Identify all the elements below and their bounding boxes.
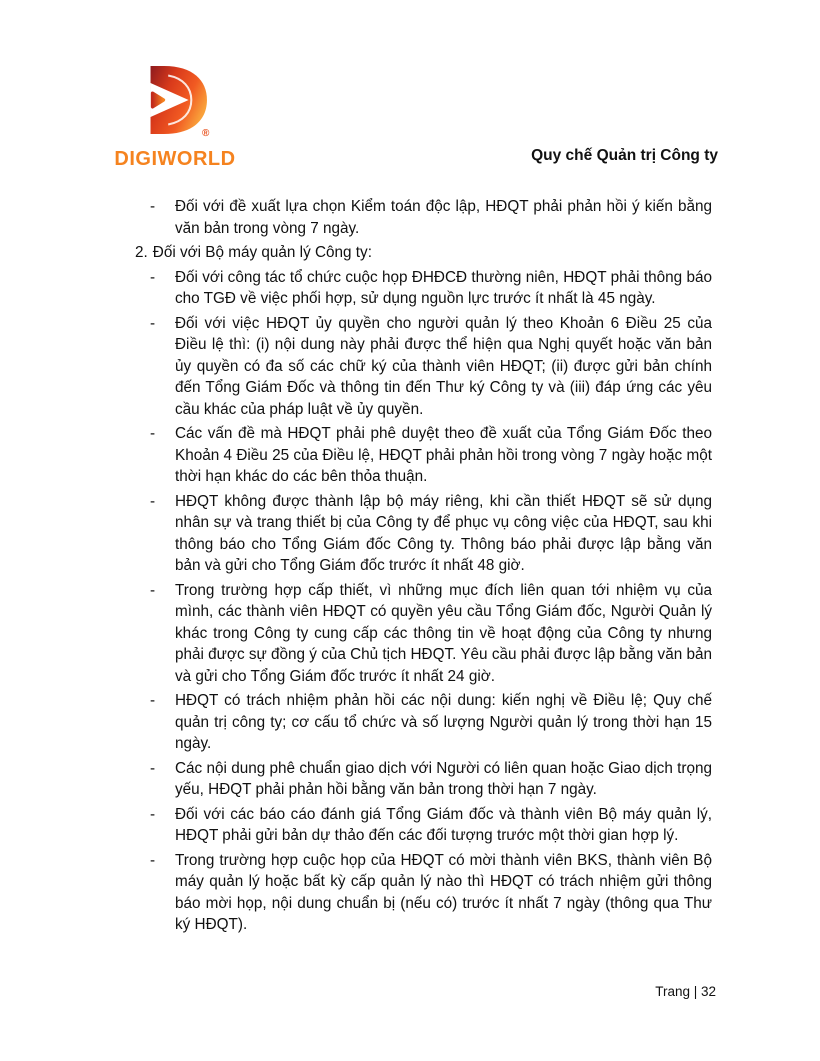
item-text: Trong trường hợp cuộc họp của HĐQT có mời thành viên BKS, thành viên Bộ máy quản lý hoặc bất kỳ cấp quản lý nào thì HĐQT có trách nhiệm gửi thông báo mời họp, nội dung chuẩn bị (nếu có) trước ít nhất 7 ngày (thông qua Thư ký HĐQT).	[175, 851, 712, 933]
brand-block	[104, 62, 246, 171]
item-text: Các nội dung phê chuẩn giao dịch với Người có liên quan hoặc Giao dịch trọng yếu, HĐQT phải phản hồi bằng văn bản trong thời hạn 7 ngày.	[175, 759, 712, 798]
body-list	[135, 196, 712, 939]
dash-list-item	[135, 690, 712, 755]
dash-list-item	[135, 580, 712, 688]
dash-list-item	[135, 196, 712, 239]
dash-bullet: -	[150, 198, 156, 215]
item-text: HĐQT không được thành lập bộ máy riêng, khi cần thiết HĐQT sẽ sử dụng nhân sự và trang thiết bị của Công ty để phục vụ công việc của HĐQT, sau khi thông báo cho Tổng Giám đốc Công ty. Thông báo phải được lập bằng văn bản và gửi cho Tổng Giám đốc trước ít nhất 48 giờ.	[175, 492, 712, 574]
dash-list-item	[135, 804, 712, 847]
dash-bullet: -	[150, 314, 156, 332]
dash-bullet: -	[150, 581, 156, 599]
dash-list-item	[135, 267, 712, 310]
numbered-item	[135, 242, 712, 264]
item-text: Các vấn đề mà HĐQT phải phê duyệt theo đề xuất của Tổng Giám Đốc theo Khoản 4 Điều 25 của Điều lệ, HĐQT phải phản hồi trong vòng 7 ngày hoặc một thời hạn khác do các bên thỏa thuận.	[175, 425, 712, 485]
dash-bullet: -	[150, 492, 156, 510]
dash-list-item	[135, 491, 712, 577]
dash-list-item	[135, 313, 712, 421]
item-text: HĐQT có trách nhiệm phản hồi các nội dung: kiến nghị về Điều lệ; Quy chế quản trị công ty; cơ cấu tổ chức và số lượng Người quản lý trong thời hạn 15 ngày.	[175, 692, 712, 752]
dash-list-item	[135, 423, 712, 488]
dash-bullet: -	[150, 805, 156, 823]
dash-bullet: -	[150, 692, 156, 709]
dash-bullet: -	[150, 851, 156, 869]
dash-bullet: -	[150, 425, 156, 442]
dash-bullet: -	[150, 268, 156, 286]
item-text: Đối với việc HĐQT ủy quyền cho người quản lý theo Khoản 6 Điều 25 của Điều lệ thì: (i) nội dung này phải được thể hiện qua Nghị quyết hoặc văn bản ủy quyền có đa số các chữ ký của thành viên HĐQT; (ii) được gửi bản chính đến Tổng Giám Đốc và thông tin đến Thư ký Công ty và (iii) đáp ứng các yêu cầu khác của pháp luật về ủy quyền.	[175, 314, 712, 418]
dash-bullet: -	[150, 759, 156, 777]
item-text: Đối với các báo cáo đánh giá Tổng Giám đốc và thành viên Bộ máy quản lý, HĐQT phải gửi bản dự thảo đến các đối tượng trước một thời gian hợp lý.	[175, 805, 712, 844]
logo-wrap	[104, 64, 246, 146]
item-number: 2.	[135, 244, 148, 261]
item-text: Đối với công tác tổ chức cuộc họp ĐHĐCĐ thường niên, HĐQT phải thông báo cho TGĐ về việc phối hợp, sử dụng nguồn lực trước ít nhất là 45 ngày.	[175, 268, 712, 307]
item-text: Trong trường hợp cấp thiết, vì những mục đích liên quan tới nhiệm vụ của mình, các thành viên HĐQT có quyền yêu cầu Tổng Giám đốc, Người Quản lý khác trong Công ty cung cấp các thông tin về hoạt động của Công ty nhưng phải được sự đồng ý của Chủ tịch HĐQT. Yêu cầu phải được lập bằng văn bản và gửi cho Tổng Giám đốc trước ít nhất 24 giờ.	[175, 581, 712, 685]
document-header-title: Quy chế Quản trị Công ty	[531, 147, 718, 164]
digiworld-logo-icon	[141, 64, 209, 136]
item-text: Đối với đề xuất lựa chọn Kiểm toán độc lập, HĐQT phải phản hồi ý kiến bằng văn bản trong vòng 7 ngày.	[175, 198, 712, 237]
dash-list-item	[135, 758, 712, 801]
registered-trademark: ®	[202, 128, 210, 139]
page-number: Trang | 32	[655, 984, 716, 999]
brand-wordmark: DIGIWORLD	[114, 148, 236, 170]
item-text: Đối với Bộ máy quản lý Công ty:	[152, 244, 372, 261]
dash-list-item	[135, 850, 712, 936]
